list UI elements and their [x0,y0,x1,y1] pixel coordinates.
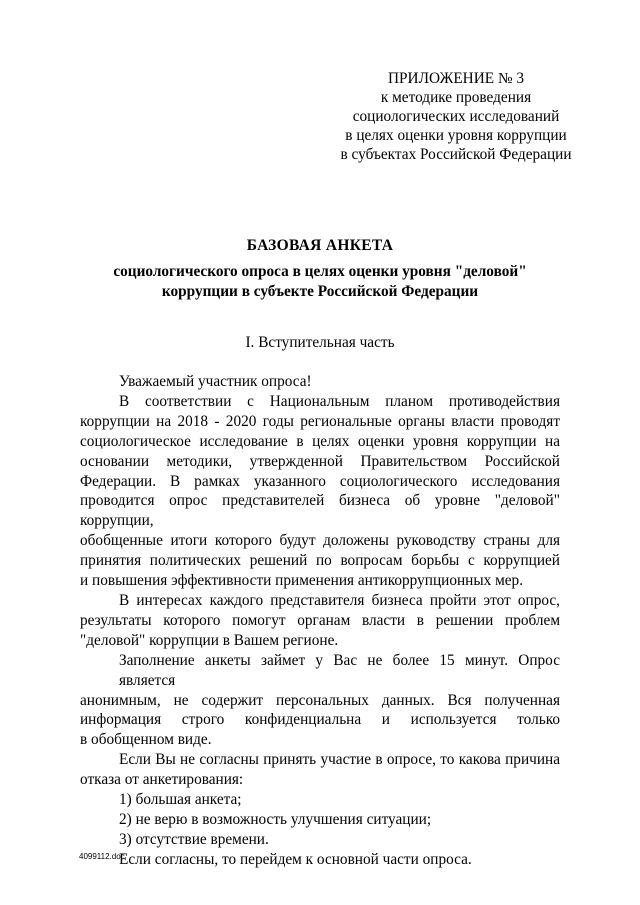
paragraph-line: проводится опрос представителей бизнеса об уровне "деловой" коррупции, [80,492,560,530]
subtitle-line: социологического опроса в целях оценки уровня "деловой" [113,263,527,280]
paragraph-line: Если Вы не согласны принять участие в опросе, то какова причина [119,751,560,769]
refusal-option: 2) не верю в возможность улучшения ситуации; [119,810,432,828]
appendix-line: социологических исследований [352,108,560,125]
appendix-line: к методике проведения [380,89,532,106]
document-subtitle [70,262,570,302]
paragraph-line: результаты которого помогут органам власти в решении проблем [80,611,560,629]
document-file-code: 4099112.doc [79,852,125,861]
appendix-line: в целях оценки уровня коррупции [345,127,567,144]
closing-line: Если согласны, то перейдем к основной части опроса. [119,850,472,868]
paragraph-line: В интересах каждого представителя бизнеса пройти этот опрос, [119,591,560,609]
appendix-header [320,69,592,164]
paragraph-line: коррупции на 2018 - 2020 годы региональные органы власти проводят [80,412,560,430]
paragraph-line: анонимным, не содержит персональных данных. Вся полученная [80,691,560,709]
paragraph-line: "деловой" коррупции в Вашем регионе. [80,631,339,649]
paragraph-line: Заполнение анкеты займет у Вас не более 15 минут. Опрос является [119,651,560,689]
paragraph-line: В соответствии с Национальным планом противодействия [119,392,560,410]
body-text [80,372,560,870]
paragraph-line: и повышения эффективности применения антикоррупционных мер. [80,572,524,590]
appendix-line: в субъектах Российской Федерации [340,146,572,163]
greeting: Уважаемый участник опроса! [119,373,312,390]
paragraph-line: основании методики, утвержденной Правительством Российской [80,452,560,470]
subtitle-line: коррупции в субъекте Российской Федерации [161,283,479,300]
paragraph-line: отказа от анкетирования: [80,771,244,789]
paragraph-line: обобщенные итоги которого будут доложены руководству страны для [80,532,560,550]
appendix-number: ПРИЛОЖЕНИЕ № 3 [387,70,525,87]
refusal-option: 1) большая анкета; [119,791,242,809]
paragraph-line: Федерации. В рамках указанного социологического исследования [80,472,560,490]
paragraph-line: информация строго конфиденциальна и используется только [80,711,560,729]
section-heading: I. Вступительная часть [245,334,395,351]
paragraph-line: в обобщенном виде. [80,731,212,749]
paragraph-line: принятия политических решений по вопросам борьбы с коррупцией [80,552,560,570]
document-title: БАЗОВАЯ АНКЕТА [246,237,394,254]
refusal-option: 3) отсутствие времени. [119,830,269,848]
paragraph-line: социологическое исследование в целях оценки уровня коррупции на [80,432,560,450]
